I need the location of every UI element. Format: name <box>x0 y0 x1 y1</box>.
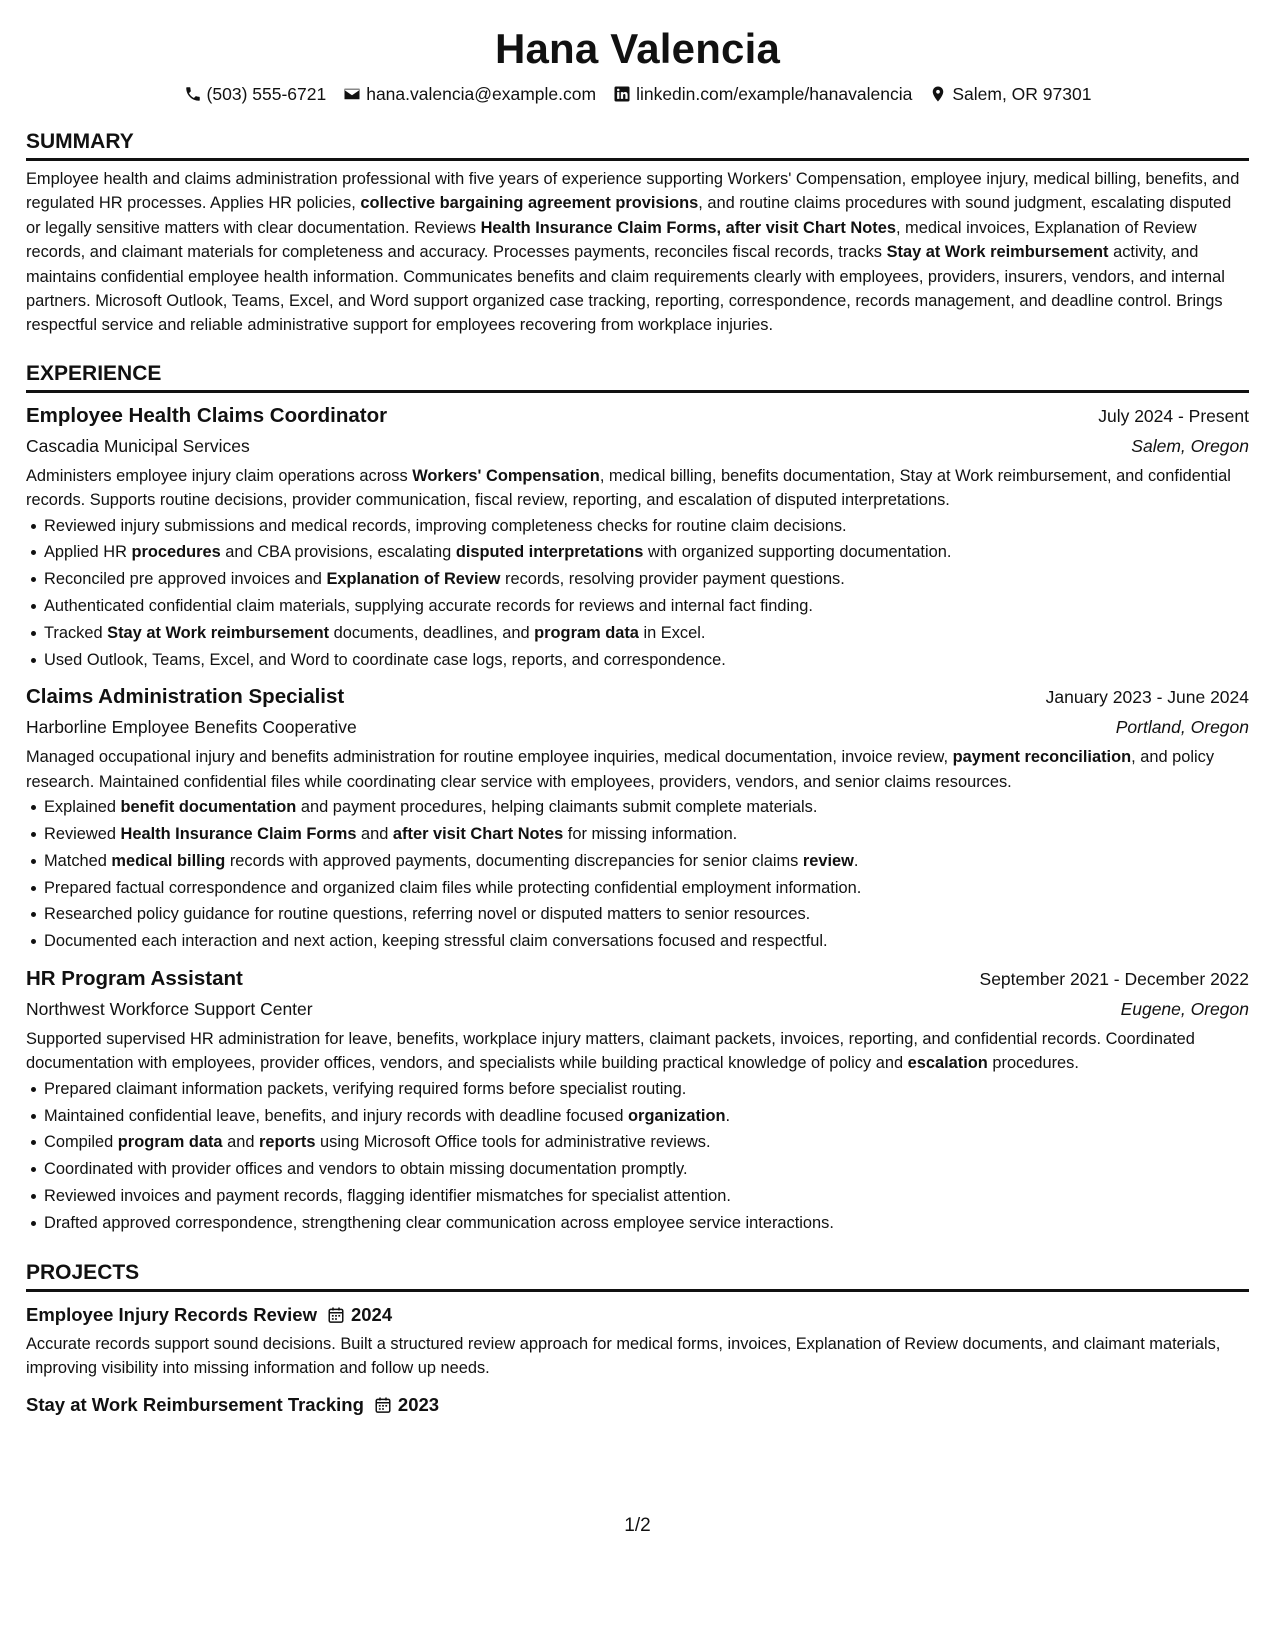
desc-part: Managed occupational injury and benefits administration for routine employee inquiries, medical documentation, invoice review, <box>26 748 953 767</box>
job-bullets <box>26 513 1249 674</box>
bullet-text: Reviewed injury submissions and medical records, improving completeness checks for routine claim decisions. <box>44 516 847 535</box>
calendar-icon <box>374 1396 392 1414</box>
bullet-bold: review <box>802 851 854 870</box>
bullet-bold: procedures <box>131 543 221 562</box>
job-company: Northwest Workforce Support Center <box>26 999 313 1020</box>
experience-heading: EXPERIENCE <box>26 360 1249 393</box>
bullet-item <box>44 539 1249 566</box>
bullet-text: Coordinated with provider offices and vendors to obtain missing documentation promptly. <box>44 1160 688 1179</box>
summary-part: , <box>716 218 726 237</box>
bullet-text: and <box>356 825 393 844</box>
email-text: hana.valencia@example.com <box>366 84 597 104</box>
bullet-text: Prepared claimant information packets, verifying required forms before specialist routing. <box>44 1079 687 1098</box>
bullet-text: Used Outlook, Teams, Excel, and Word to coordinate case logs, reports, and correspondence. <box>44 650 726 669</box>
project-date <box>327 1300 392 1330</box>
job-entry <box>26 964 1249 1237</box>
experience-section <box>26 360 1249 1237</box>
bullet-text: using Microsoft Office tools for administrative reviews. <box>315 1133 711 1152</box>
job-entry <box>26 401 1249 674</box>
job-location: Portland, Oregon <box>1115 717 1249 738</box>
contact-bar <box>26 82 1249 106</box>
desc-part: , and policy research. Maintained confidential files while coordinating clear service with employees, providers, vendors, and senior claims resources. <box>26 748 1215 791</box>
bullet-text: Maintained confidential leave, benefits, and injury records with deadline focused <box>44 1106 629 1125</box>
project-entry <box>26 1390 1249 1420</box>
project-description: Accurate records support sound decisions. Built a structured review approach for medical forms, invoices, Explanation of Review documents, and claimant materials, improving visibility into missing information and follow up needs. <box>26 1334 1221 1378</box>
job-title: Claims Administration Specialist <box>26 685 345 709</box>
contact-location <box>929 82 1091 106</box>
desc-part: procedures. <box>987 1054 1079 1073</box>
bullet-text: Authenticated confidential claim materials, supplying accurate records for reviews and internal fact finding. <box>44 597 813 616</box>
bullet-item <box>44 875 1249 902</box>
bullet-text: records, resolving provider payment questions. <box>500 570 845 589</box>
projects-heading: PROJECTS <box>26 1259 1249 1292</box>
desc-part: Supported supervised HR administration for leave, benefits, workplace injury matters, claimant packets, invoices, reporting, and confidential records. Coordinated documentation with employees, provider offices, vendors, and specialists while building practical knowledge of policy and <box>26 1030 1195 1073</box>
job-company: Cascadia Municipal Services <box>26 435 250 456</box>
page-number: 1/2 <box>624 1515 651 1536</box>
map-pin-icon <box>929 85 947 103</box>
summary-bold: Health Insurance Claim Forms <box>480 218 717 237</box>
bullet-text: Explained <box>44 798 121 817</box>
bullet-item <box>44 620 1249 647</box>
bullet-item <box>44 1210 1249 1237</box>
job-description <box>26 745 1249 794</box>
job-subheader <box>26 712 1249 742</box>
bullet-text: for missing information. <box>563 825 738 844</box>
job-header <box>26 964 1249 994</box>
desc-bold: payment reconciliation <box>952 748 1132 767</box>
bullet-item <box>44 647 1249 674</box>
bullet-bold: organization <box>628 1106 726 1125</box>
summary-section <box>26 128 1249 338</box>
bullet-text: Matched <box>44 851 112 870</box>
bullet-text: and CBA provisions, escalating <box>220 543 456 562</box>
summary-part: , medical invoices, Explanation of Review records, and claimant materials for completeness and accuracy. Processes payments, reconciles fiscal records, tracks <box>26 218 1197 262</box>
summary-bold: after visit Chart Notes <box>725 218 896 237</box>
job-bullets <box>26 794 1249 955</box>
project-title: Employee Injury Records Review <box>26 1303 317 1325</box>
project-header <box>26 1390 1249 1420</box>
job-description <box>26 464 1249 513</box>
bullet-text: Reviewed <box>44 825 121 844</box>
bullet-text: Drafted approved correspondence, strengthening clear communication across employee service interactions. <box>44 1213 834 1232</box>
bullet-text: Compiled <box>44 1133 118 1152</box>
bullet-text: and <box>222 1133 260 1152</box>
job-location: Eugene, Oregon <box>1120 999 1249 1020</box>
phone-icon <box>184 85 202 103</box>
job-dates: January 2023 - June 2024 <box>1045 687 1249 708</box>
summary-heading: SUMMARY <box>26 128 1249 161</box>
bullet-item <box>44 513 1249 540</box>
bullet-text: . <box>853 851 859 870</box>
location-text: Salem, OR 97301 <box>952 84 1092 104</box>
bullet-bold: reports <box>259 1133 316 1152</box>
summary-part: activity, and maintains confidential employee health information. Communicates benefits and claim requirements clearly with employees, providers, insurers, vendors, and internal partners. Microsoft Outlook, Teams, Excel, and Word support organized case tracking, reporting, correspondence, records management, and deadline control. Brings respectful service and reliable administrative support for employees recovering from workplace injuries. <box>26 243 1225 335</box>
job-subheader <box>26 431 1249 461</box>
bullet-item <box>44 1076 1249 1103</box>
bullet-text: documents, deadlines, and <box>329 623 535 642</box>
desc-bold: escalation <box>907 1054 988 1073</box>
bullet-text: . <box>725 1106 731 1125</box>
desc-part: Administers employee injury claim operations across <box>26 466 413 485</box>
contact-phone[interactable] <box>184 82 327 106</box>
linkedin-text: linkedin.com/example/hanavalencia <box>636 84 913 104</box>
bullet-bold: Stay at Work reimbursement <box>107 623 330 642</box>
job-title: HR Program Assistant <box>26 967 243 991</box>
bullet-text: Tracked <box>44 623 108 642</box>
bullet-bold: after visit Chart Notes <box>392 825 564 844</box>
bullet-item <box>44 1103 1249 1130</box>
bullet-item <box>44 821 1249 848</box>
bullet-item <box>44 1129 1249 1156</box>
projects-section <box>26 1259 1249 1421</box>
job-entry <box>26 682 1249 955</box>
calendar-icon <box>327 1306 345 1324</box>
bullet-item <box>44 794 1249 821</box>
bullet-item <box>44 566 1249 593</box>
bullet-bold: disputed interpretations <box>455 543 644 562</box>
job-dates: July 2024 - Present <box>1098 405 1249 426</box>
project-year: 2024 <box>350 1303 393 1325</box>
bullet-item <box>44 848 1249 875</box>
project-entry <box>26 1300 1249 1381</box>
project-date <box>374 1390 439 1420</box>
job-dates: September 2021 - December 2022 <box>979 969 1249 990</box>
bullet-item <box>44 1183 1249 1210</box>
bullet-text: Reconciled pre approved invoices and <box>44 570 327 589</box>
project-title: Stay at Work Reimbursement Tracking <box>26 1394 364 1416</box>
bullet-text: Researched policy guidance for routine questions, referring novel or disputed matters to senior resources. <box>44 905 811 924</box>
bullet-bold: program data <box>117 1133 223 1152</box>
bullet-item <box>44 928 1249 955</box>
desc-part: , medical billing, benefits documentation, Stay at Work reimbursement, and confidential records. Supports routine decisions, provider communication, fiscal review, reporting, and escalation of disputed interpretations. <box>26 466 1231 510</box>
phone-text: (503) 555-6721 <box>206 84 327 104</box>
bullet-text: Prepared factual correspondence and organized claim files while protecting confidential employment information. <box>44 878 862 897</box>
bullet-text: records with approved payments, documenting discrepancies for senior claims <box>225 851 803 870</box>
bullet-text: in Excel. <box>638 623 706 642</box>
job-header <box>26 682 1249 712</box>
bullet-bold: program data <box>534 623 639 642</box>
summary-part: , and routine claims procedures with sound judgment, escalating disputed or legally sensitive matters with clear documentation. Reviews <box>26 194 1232 237</box>
bullet-item <box>44 593 1249 620</box>
bullet-text: Reviewed invoices and payment records, flagging identifier mismatches for specialist attention. <box>44 1187 731 1206</box>
project-year: 2023 <box>397 1394 440 1416</box>
bullet-text: Applied HR <box>44 543 132 562</box>
job-description <box>26 1027 1249 1076</box>
candidate-name: Hana Valencia <box>494 25 781 72</box>
summary-part: Employee health and claims administration professional with five years of experience supporting Workers' Compensation, employee injury, medical billing, benefits, and regulated HR processes. Applies HR policies, <box>26 170 1240 213</box>
bullet-text: and payment procedures, helping claimants submit complete materials. <box>296 798 818 817</box>
job-company: Harborline Employee Benefits Cooperative <box>26 717 357 738</box>
contact-email[interactable] <box>343 82 596 106</box>
project-header <box>26 1300 1249 1330</box>
bullet-bold: Health Insurance Claim Forms <box>120 825 357 844</box>
job-subheader <box>26 994 1249 1024</box>
job-bullets <box>26 1076 1249 1237</box>
job-header <box>26 401 1249 431</box>
bullet-bold: medical billing <box>111 851 226 870</box>
job-title: Employee Health Claims Coordinator <box>26 403 388 427</box>
envelope-icon <box>343 85 361 103</box>
bullet-item <box>44 1156 1249 1183</box>
summary-bold: Stay at Work reimbursement <box>886 243 1109 262</box>
contact-linkedin[interactable] <box>613 82 912 106</box>
linkedin-icon <box>613 85 631 103</box>
summary-bold: collective bargaining agreement provisions <box>360 194 699 213</box>
summary-text <box>26 167 1249 338</box>
job-location: Salem, Oregon <box>1131 435 1249 456</box>
bullet-text: Documented each interaction and next action, keeping stressful claim conversations focused and respectful. <box>44 932 828 951</box>
bullet-item <box>44 901 1249 928</box>
bullet-bold: Explanation of Review <box>326 570 501 589</box>
bullet-bold: benefit documentation <box>120 798 297 817</box>
bullet-text: with organized supporting documentation. <box>643 543 952 562</box>
desc-bold: Workers' Compensation <box>412 466 600 485</box>
